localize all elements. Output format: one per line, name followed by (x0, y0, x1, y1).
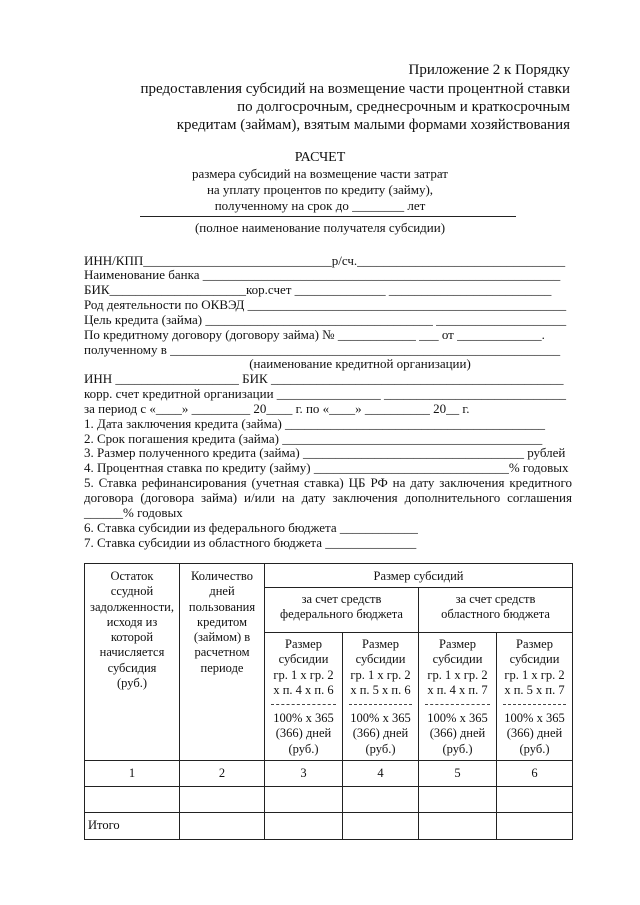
data-cell[interactable] (419, 787, 497, 813)
corr-account-field[interactable]: корр. счет кредитной организации ________________ ____________________________ (84, 386, 567, 401)
appendix-subtitle-line: кредитам (займам), взятым малыми формами хозяйствования (176, 117, 570, 133)
document-title: РАСЧЕТ (294, 150, 346, 165)
item-7[interactable]: 7. Ставка субсидии из областного бюджета ______________ (84, 535, 417, 550)
recipient-caption: (полное наименование получателя субсидии) (194, 220, 446, 235)
header-col5-formula: Размер субсидии гр. 1 х гр. 2 х п. 4 х п. 7 100% х 365 (366) дней (руб.) (419, 633, 497, 761)
total-label: Итого (85, 813, 180, 840)
item-3[interactable]: 3. Размер полученного кредита (займа) __________________________________ рублей (84, 445, 566, 460)
appendix-subtitle-line: по долгосрочным, среднесрочным и краткосрочным (237, 99, 570, 115)
data-cell[interactable] (180, 787, 265, 813)
total-cell[interactable] (497, 813, 573, 840)
item-5-line: 5. Ставка рефинансирования (учетная ставка) ЦБ РФ на дату заключения кредитного (84, 475, 572, 490)
bank-name-field[interactable]: Наименование банка _______________________________________________________ (84, 267, 561, 282)
document-subtitle: размера субсидий на возмещение части затрат (192, 166, 448, 181)
column-number: 4 (343, 761, 419, 787)
data-cell[interactable] (85, 787, 180, 813)
column-number: 6 (497, 761, 573, 787)
purpose-field[interactable]: Цель кредита (займа) ___________________________________ ____________________ (84, 312, 567, 327)
item-6[interactable]: 6. Ставка субсидии из федерального бюджета ____________ (84, 520, 418, 535)
bik-field[interactable]: БИК_____________________кор.счет ______________ _________________________ (84, 282, 552, 297)
header-balance: Остаток ссудной задолженности, исходя из которой начисляется субсидия (руб.) (85, 564, 180, 761)
column-number: 1 (85, 761, 180, 787)
okved-field[interactable]: Род деятельности по ОКВЭД _________________________________________________ (84, 297, 567, 312)
period-field[interactable]: за период с «____» _________ 20____ г. по «____» __________ 20__ г. (84, 401, 470, 416)
header-col4-formula: Размер субсидии гр. 1 х гр. 2 х п. 5 х п. 6 100% х 365 (366) дней (руб.) (343, 633, 419, 761)
item-2[interactable]: 2. Срок погашения кредита (займа) ________________________________________ (84, 431, 543, 446)
contract-field[interactable]: По кредитному договору (договору займа) № ____________ ___ от _____________. (84, 327, 545, 342)
appendix-subtitle-line: предоставления субсидий на возмещение части процентной ставки (140, 81, 570, 97)
item-5-line: договора (договора займа) и/или на дату заключения дополнительного соглашения (84, 490, 572, 505)
item-4[interactable]: 4. Процентная ставка по кредиту (займу) ______________________________% годовых (84, 460, 569, 475)
org-caption: (наименование кредитной организации) (249, 356, 471, 371)
inn-kpp-field[interactable]: ИНН/КПП_____________________________р/сч.________________________________ (84, 253, 566, 268)
header-federal: за счет средств федерального бюджета (265, 588, 419, 633)
column-number: 5 (419, 761, 497, 787)
subsidy-table (84, 563, 573, 840)
document-subtitle: полученному на срок до ________ лет (214, 198, 426, 213)
total-cell[interactable] (419, 813, 497, 840)
received-in-field[interactable]: полученному в ____________________________________________________________ (84, 342, 561, 357)
total-cell[interactable] (265, 813, 343, 840)
column-number: 2 (180, 761, 265, 787)
item-5-rate[interactable]: ______% годовых (84, 505, 183, 520)
appendix-title: Приложение 2 к Порядку (408, 62, 570, 78)
data-cell[interactable] (265, 787, 343, 813)
inn-bik-field[interactable]: ИНН ___________________ БИК _____________________________________________ (84, 371, 564, 386)
header-regional: за счет средств областного бюджета (419, 588, 573, 633)
data-cell[interactable] (497, 787, 573, 813)
header-subsidy-size: Размер субсидий (265, 564, 573, 588)
header-col3-formula: Размер субсидии гр. 1 х гр. 2 х п. 4 х п. 6 100% х 365 (366) дней (руб.) (265, 633, 343, 761)
column-number: 3 (265, 761, 343, 787)
header-col6-formula: Размер субсидии гр. 1 х гр. 2 х п. 5 х п. 7 100% х 365 (366) дней (руб.) (497, 633, 573, 761)
data-cell[interactable] (343, 787, 419, 813)
total-cell[interactable] (180, 813, 265, 840)
item-1[interactable]: 1. Дата заключения кредита (займа) ________________________________________ (84, 416, 546, 431)
document-subtitle: на уплату процентов по кредиту (займу), (206, 182, 434, 197)
recipient-name-line[interactable] (140, 216, 516, 217)
header-days: Количество дней пользования кредитом (займом) в расчетном периоде (180, 564, 265, 761)
total-cell[interactable] (343, 813, 419, 840)
